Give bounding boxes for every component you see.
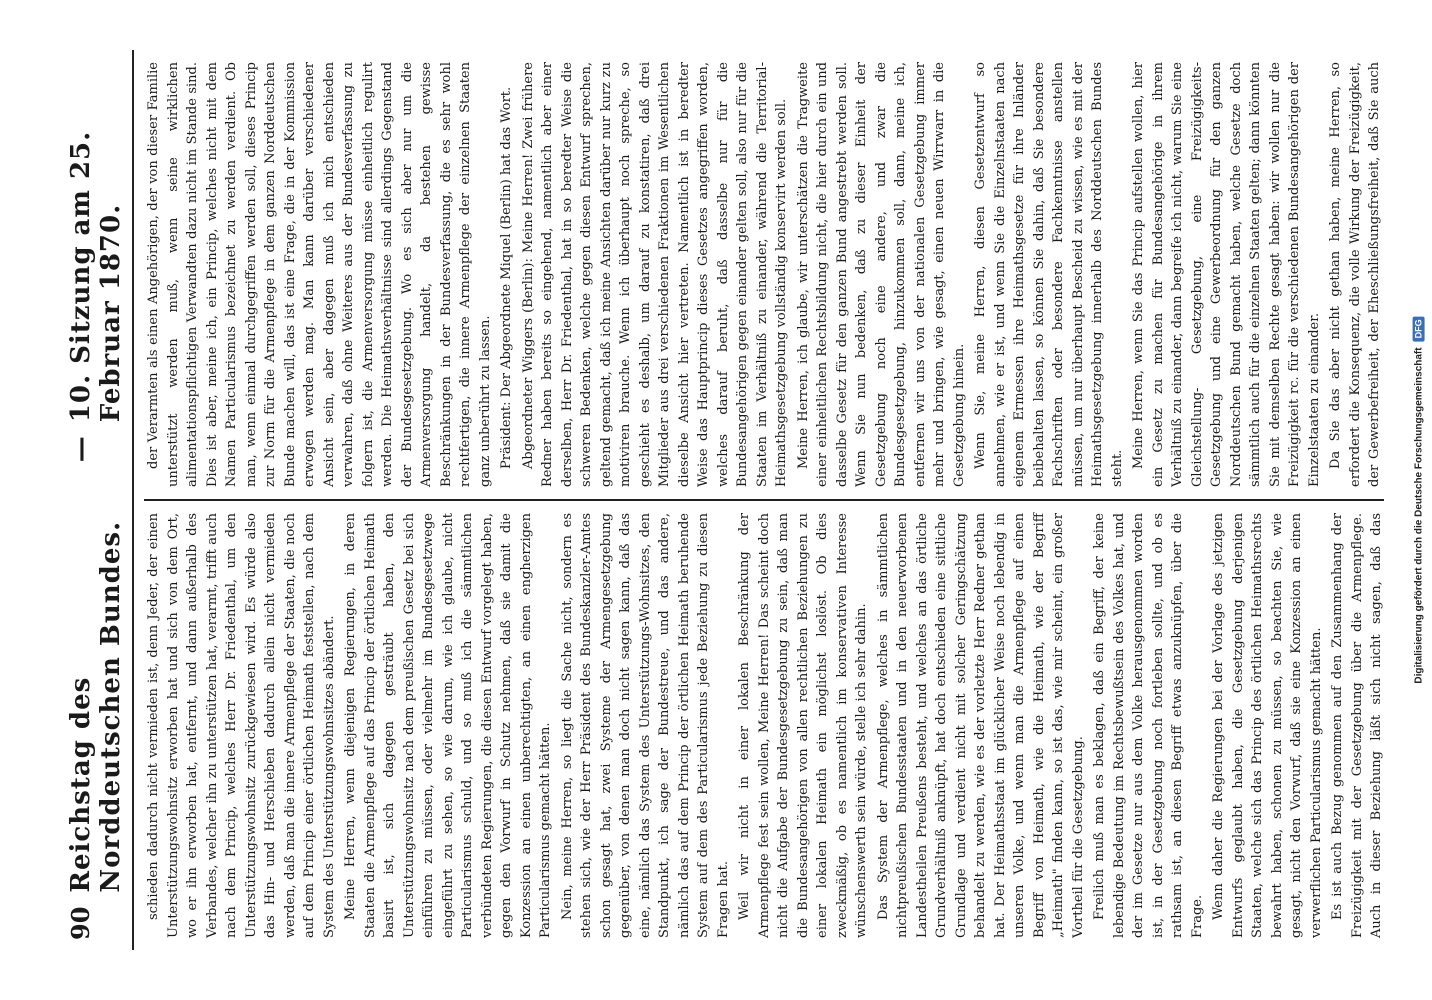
running-title: Reichstag des Norddeutschen Bundes. bbox=[66, 520, 126, 893]
paragraph: der Verarmten als einen Angehörigen, der von dieser Familie unterstützt werden muß, wenn seine wirklichen alimentationspflichtigen Verwandten dazu nicht im Stande sind. Dies ist aber, meine ich, ein Princip, welches nicht mit dem Namen Particularismus bezeichnet zu werden verdient. Ob man, wenn einmal durchgegriffen werden soll, dieses Princip zur Norm für die Armenpflege in dem ganzen Norddeutschen Bunde machen will, das ist eine Frage, die in der Kommission erwogen werden mag. Man kann darüber verschiedener Ansicht sein, aber dagegen muß ich mich entschieden verwahren, daß ohne Weiteres aus der Bundesverfassung zu folgern ist, die Armenversorgung müsse einheitlich regulirt werden. Die Heimathsverhältnisse sind allerdings Gegenstand der Bundesgesetzgebung. Wo es sich aber nur um die Armenversorgung handelt, da bestehen gewisse Beschränkungen in der Bundesverfassung, die es sehr wohl rechtfertigen, die innere Armenpflege der einzelnen Staaten ganz unberührt zu lassen. bbox=[146, 62, 493, 487]
paragraph: Freilich muß man es beklagen, daß ein Begriff, der keine lebendige Bedeutung im Rechtsbewußtsein des Volkes hat, und der im Gesetze nur aus dem Volke herausgenommen worden ist, in der Gesetzgebung noch fortleben sollte, und ob es rathsam ist, an diesen Begriff etwas anzuknüpfen, über die Frage. bbox=[1092, 513, 1205, 938]
document-page bbox=[36, 20, 1396, 980]
paragraph: Das System der Armenpflege, welches in sämmtlichen nichtpreußischen Bundesstaaten und in den neuerworbenen Landestheilen Preußens besteht, und welches an das örtliche Grundverhältniß anknüpft, hat doch entschieden eine sittliche Grundlage und verdient nicht mit solcher Geringschätzung behandelt zu werden, wie es der vorletzte Herr Redner gethan hat. Der Heimathsstaat im glücklicher Weise noch lebendig in unseren Volke, und wenn man die Armenpflege auf einen Begriff von Heimath, wie die Heimath, wie der Begriff „Heimath" finden kann, so ist das, wie mir scheint, ein großer Vortheil für die Gesetzgebung. bbox=[875, 513, 1086, 938]
dfg-logo-icon: DFG bbox=[1413, 316, 1425, 341]
paragraph: Meine Herren, ich glaube, wir unterschätzen die Tragweite einer einheitlichen Rechtsbildung nicht, die hier durch ein und dasselbe Gesetz für den ganzen Bund angestrebt werden soll. Wenn Sie nun bedenken, daß zu dieser Einheit der Gesetzgebung noch eine andere, und zwar die Bundesgesetzgebung, hinzukommen soll, dann, meine ich, entfernen wir uns von der nationalen Gesetzgebung immer mehr und bringen, wie gesagt, einen neuen Wirrwarr in die Gesetzgebung hinein. bbox=[795, 62, 967, 487]
page-number: 90 bbox=[66, 906, 95, 940]
speaker-paragraph: Präsident: Der Abgeordnete Miquel (Berlin) hat das Wort. bbox=[499, 86, 514, 469]
column-left bbox=[144, 501, 1384, 950]
column-divider bbox=[144, 499, 1384, 501]
title-separator: — bbox=[66, 436, 96, 463]
paragraph: Abgeordneter Wiggers (Berlin): Meine Herren! Zwei frühere Redner haben bereits so eingehend, namentlich aber einer derselben, Herr Dr. Friedenthal, hat in so beredter Weise die schweren Bedenken, welche gegen diesen Entwurf sprechen, geltend gemacht, daß ich meine Ansichten darüber nur kurz zu motiviren brauche. Wenn ich überhaupt noch spreche, so geschieht es deshalb, um darauf zu konstatiren, daß drei Mitglieder aus drei verschiedenen Fraktionen im Wesentlichen dieselbe Ansicht hier vertreten. Namentlich ist in beredter Weise das Hauptprincip dieses Gesetzes angegriffen worden, welches darauf beruht, daß dasselbe nur für die Bundesangehörigen gegen einander gelten soll, also nur für die Staaten im Verhältniß zu einander, während die Territorial-Heimathsgesetzgebung vollständig konservirt werden soll. bbox=[520, 62, 789, 487]
digitization-watermark bbox=[1408, 10, 1430, 990]
paragraph: Es ist auch Bezug genommen auf den Zusammenhang der Freizügigkeit mit der Gesetzgebung über die Armenpflege. Auch in dieser Beziehung läßt sich nicht sagen, daß das bbox=[1330, 513, 1384, 938]
paragraph: Nein, meine Herren, so liegt die Sache nicht, sondern es stehen sich, wie der Herr Präsident des Bundeskanzler-Amtes schon gesagt hat, zwei Systeme der Armengesetzgebung gegenüber, von denen man doch nicht sagen kann, daß das eine, nämlich das System des Unterstützungs-Wohnsitzes, den Standpunkt, ich sage der Bundestreue, und das andere, nämlich das auf dem Princip der örtlichen Heimath beruhende System auf dem des Particularismus jede Beziehung zu diesen Fragen hat. bbox=[559, 513, 731, 938]
watermark-text: Digitalisierung gefördert durch die Deutsche Forschungsgemeinschaft bbox=[1413, 347, 1425, 684]
session-title: 10. Sitzung am 25. Februar 1870. bbox=[66, 130, 126, 423]
paragraph: schieden dadurch nicht vermieden ist, denn Jeder, der einen Unterstützungswohnsitz erworben hat und sich von dem Ort, wo er ihn erworben hat, entfernt, und dann außerhalb des Verbandes, welcher ihn zu unterstützen hat, verarmt, trifft auch nach dem Princip, welches Herr Dr. Friedenthal, um den Unterstützungswohnsitz zurückgewiesen wird. Es würde also das Hin- und Herschieben dadurch allein nicht vermieden werden, daß man die innere Armenpflege der Staaten, die noch auf dem Princip einer örtlichen Heimath feststellen, nach dem System des Unterstützungswohnsitzes abändert. bbox=[146, 513, 337, 938]
paragraph: Wenn daher die Regierungen bei der Vorlage des jetzigen Entwurfs geglaubt haben, die Gesetzgebung derjenigen Staaten, welche sich das Princip des örtlichen Heimathsrechts bewahrt haben, schonen zu müssen, so beachten Sie, wie gesagt, nicht den Vorwurf, daß sie eine Konzession an einen verwerflichen Particularismus gemacht hätten. bbox=[1211, 513, 1324, 938]
paragraph: Da Sie das aber nicht gethan haben, meine Herren, so erfordert die Konsequenz, die volle Wirkung der Freizügigkeit, der Gewerbefreiheit, der Eheschließungsfreiheit, daß Sie auch bbox=[1328, 62, 1382, 487]
paragraph: Meine Herren, wenn diejenigen Regierungen, in deren Staaten die Armenpflege auf das Princip der örtlichen Heimath basirt ist, sich dagegen gesträubt haben, den Unterstützungswohnsitz nach dem preußischen Gesetz bei sich einführen zu müssen, oder vielmehr im Bundesgesetzwege eingeführt zu sehen, so wie darum, wie ich glaube, nicht Particularismus schuld, und so muß ich die sämmtlichen verbündeten Regierungen, die diesen Entwurf vorgelegt haben, gegen den Vorwurf in Schutz nehmen, daß sie damit die Konzession an einen unberechtigten, an einen engherzigen Particularismus gemacht hätten. bbox=[343, 513, 553, 938]
column-right bbox=[144, 50, 1384, 499]
paragraph: Wenn Sie, meine Herren, diesen Gesetzentwurf so annehmen, wie er ist, und wenn Sie die Einzelnstaaten nach eigenem Ermessen ihre Heimathsgesetze für ihre Inländer beibehalten lassen, so können Sie dahin, daß Sie besondere Fachschriften oder besondere Fachkenntnisse anstellen müssen, um nur überhaupt Bescheid zu wissen, wie es mit der Heimathsgesetzgebung innerhalb des Norddeutschen Bundes steht. bbox=[973, 62, 1125, 487]
paragraph: Meine Herren, wenn Sie das Princip aufstellen wollen, hier ein Gesetz zu machen für Bundesangehörige in ihrem Verhältniß zu einander, dann begreife ich nicht, warum Sie eine Gleichstellung- Gesetzgebung, eine Freizügigkeits-Gesetzgebung und eine Gewerbeordnung für den ganzen Norddeutschen Bund gemacht haben, welche Gesetze doch sämmtlich auch für die einzelnen Staaten gelten; dann könnten Sie mit demselben Rechte gesagt haben: wir wollen nur die Freizügigkeit rc. für die verschiedenen Bundesangehörigen der Einzelstaaten zu einander. bbox=[1131, 62, 1322, 487]
text-columns bbox=[144, 50, 1384, 950]
page-header bbox=[66, 50, 134, 950]
paragraph: Weil wir nicht in einer lokalen Beschränkung der Armenpflege fest sein wollen, Meine Herren! Das scheint doch nicht die Aufgabe der Bundesgesetzgebung zu sein, daß man die Bundesangehörigen von allen rechtlichen Beziehungen zu einer lokalen Heimath ein möglichst loslöst. Ob dies zweckmäßig, ob es namentlich im konservativen Interesse wünschenswerth sein würde, stelle ich sehr dahin. bbox=[737, 513, 869, 938]
